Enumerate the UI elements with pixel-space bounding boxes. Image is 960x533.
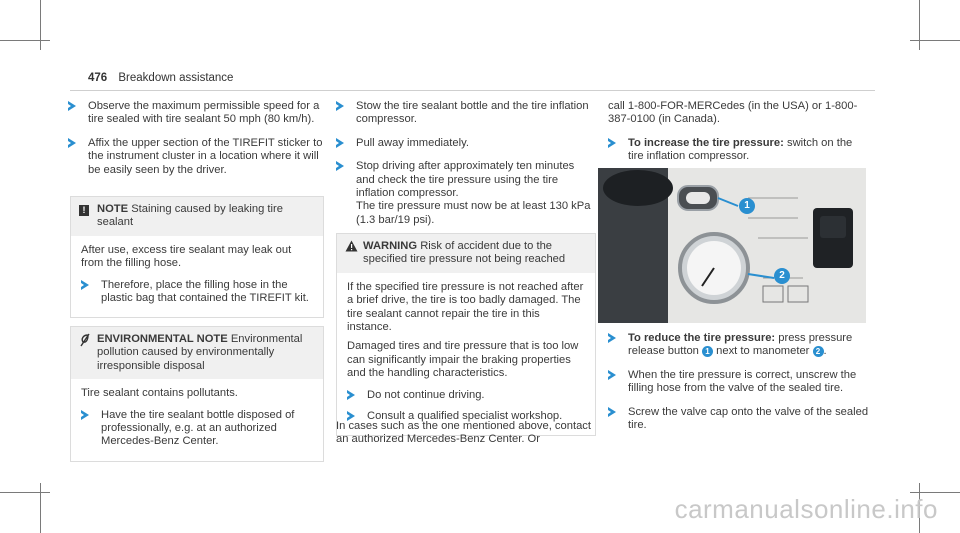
crop-mark [910, 40, 960, 41]
step-item: Pull away immediately. [336, 137, 594, 150]
note-body: After use, excess tire sealant may leak out from the filling hose. [81, 243, 292, 270]
step-arrow-icon [81, 410, 89, 420]
step-item: To increase the tire pressure: switch on the tire inflation compressor. [608, 137, 870, 164]
step-arrow-icon [608, 370, 616, 380]
warning-body-1: If the specified tire pressure is not reached after a brief drive, the tire is too badly damaged. The tire sealant cannot repair the tire in this instance. [347, 280, 584, 334]
step-item: Therefore, place the filling hose in the plastic bag that contained the TIREFIT kit. [81, 279, 313, 306]
step-arrow-icon [347, 390, 355, 400]
page-number: 476 [88, 72, 108, 84]
page-header [88, 72, 233, 84]
step-item: Affix the upper section of the TIREFIT sticker to the instrument cluster in a location where it will be easily seen by the driver. [68, 137, 323, 177]
note-label: NOTE [97, 203, 129, 215]
crop-mark [0, 40, 50, 41]
callout-2-icon: 2 [813, 346, 824, 357]
crop-mark [919, 0, 920, 50]
column-3 [608, 100, 870, 174]
crop-mark [40, 0, 41, 50]
column-1 [68, 100, 323, 187]
note-title: Staining caused by leaking tire sealant [97, 203, 283, 229]
header-rule [70, 90, 875, 91]
step-arrow-icon [68, 138, 76, 148]
environmental-note-title: Environmental pollution caused by environmentally irresponsible disposal [97, 333, 303, 372]
note-icon: ! [79, 203, 89, 216]
warning-triangle-icon [345, 240, 358, 255]
environmental-note-body: Tire sealant contains pollutants. [81, 387, 238, 400]
step-arrow-icon [68, 101, 76, 111]
step-arrow-icon [336, 101, 344, 111]
step-item: Stow the tire sealant bottle and the tire inflation compressor. [336, 100, 594, 127]
environmental-note-label: ENVIRONMENTAL NOTE [97, 333, 228, 345]
step-item: Consult a qualified specialist workshop. [347, 410, 585, 423]
step-item: To reduce the tire pressure: press pressure release button 1 next to manometer 2 . [608, 332, 870, 359]
contact-paragraph: In cases such as the one mentioned above, contact an authorized Mercedes-Benz Center. Or [336, 420, 591, 446]
column-2 [336, 100, 594, 227]
crop-mark [40, 483, 41, 533]
step-arrow-icon [336, 161, 344, 171]
callout-1-icon: 1 [702, 346, 713, 357]
step-item: Have the tire sealant bottle disposed of professionally, e.g. at an authorized Mercedes-Benz Center. [81, 409, 313, 449]
crop-mark [0, 492, 50, 493]
step-item: Do not continue driving. [347, 389, 585, 402]
crop-mark [910, 492, 960, 493]
warning-label: WARNING [363, 240, 418, 252]
environmental-note-box [70, 326, 324, 462]
step-item: When the tire pressure is correct, unscrew the filling hose from the valve of the sealed tire. [608, 369, 870, 396]
leaf-icon [79, 333, 91, 350]
step-arrow-icon [81, 280, 89, 290]
step-arrow-icon [336, 138, 344, 148]
note-box [70, 196, 324, 318]
callout-1-icon: 1 [739, 198, 755, 214]
step-item: Observe the maximum permissible speed for a tire sealed with tire sealant 50 mph (80 km/h). [68, 100, 323, 127]
step-arrow-icon [608, 407, 616, 417]
warning-title: Risk of accident due to the specified tire pressure not being reached [363, 240, 566, 266]
step-arrow-icon [608, 138, 616, 148]
step-item: Screw the valve cap onto the valve of the sealed tire. [608, 406, 870, 433]
step-arrow-icon [608, 333, 616, 343]
callout-2-icon: 2 [774, 268, 790, 284]
contact-numbers: call 1-800-FOR-MERCedes (in the USA) or 1-800-387-0100 (in Canada). [608, 100, 858, 126]
compressor-photo [598, 168, 866, 323]
column-3-lower [608, 332, 870, 442]
warning-box [336, 233, 596, 436]
watermark: carmanualsonline.info [674, 494, 938, 524]
step-item: Stop driving after approximately ten minutes and check the tire pressure using the tire inflation compressor. The tire pressure must now be at least 130 kPa (1.3 bar/19 psi). [336, 160, 594, 227]
warning-body-2: Damaged tires and tire pressure that is too low can significantly impair the braking properties and the handling characteristics. [347, 340, 579, 380]
section-title: Breakdown assistance [118, 72, 234, 84]
